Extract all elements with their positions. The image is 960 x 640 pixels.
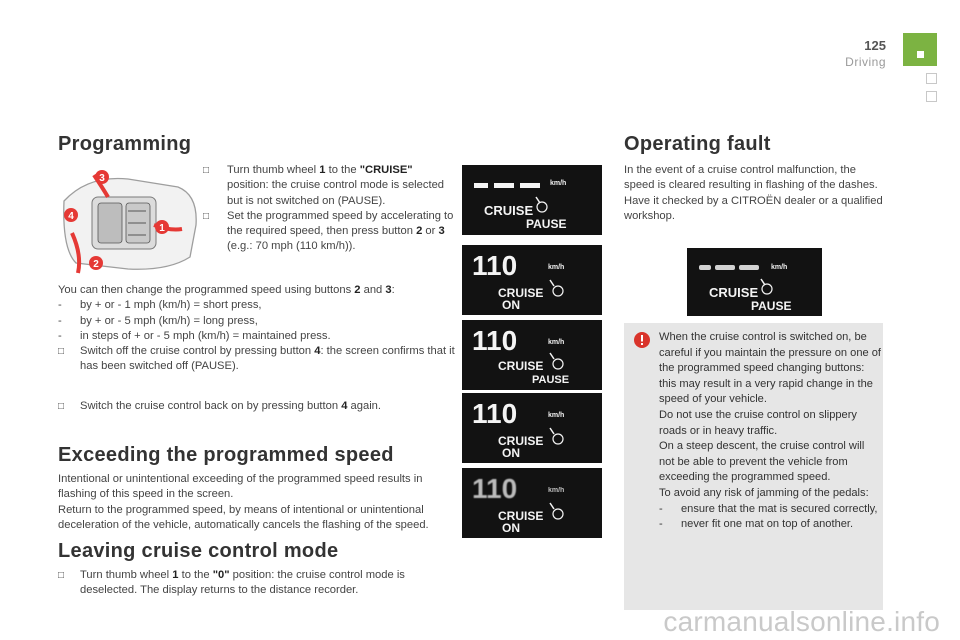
list-item: - in steps of + or - 5 mph (km/h) = maintained press. (58, 329, 331, 342)
bullet-icon: □ (203, 165, 210, 176)
programming-title: Programming (58, 133, 192, 155)
speedometer-icon (537, 202, 547, 212)
warning-paragraph: To avoid any risk of jamming of the pedals: (659, 486, 869, 499)
unit-label: km/h (548, 339, 565, 346)
bullet-icon: □ (58, 570, 65, 581)
speed-readout: 110 (472, 250, 518, 281)
speedometer-icon (553, 359, 563, 369)
on-label: ON (502, 521, 520, 535)
cruise-label: CRUISE (498, 434, 544, 448)
step-deselect: □ Turn thumb wheel 1 to the "0" position: the cruise control mode is deselected. The display returns to the distance recorder. (58, 569, 405, 597)
leaving-text (58, 568, 456, 599)
leaving-title: Leaving cruise control mode (58, 540, 339, 562)
pause-label: PAUSE (526, 217, 567, 231)
warning-paragraph: On a steep descent, the cruise control will not be able to prevent the vehicle from exceeding the programmed speed. (659, 440, 865, 484)
warning-text (659, 330, 881, 533)
pause-label: PAUSE (532, 374, 570, 386)
step-set-speed: □ Set the programmed speed by accelerating to the required speed, then press button 2 or 3 (e.g.: 70 mph (110 km/h)). (203, 209, 454, 253)
warning-icon (634, 332, 650, 348)
on-label: ON (502, 446, 520, 460)
on-label: ON (502, 298, 520, 312)
warning-note (624, 323, 883, 610)
tab-box-empty (926, 73, 937, 84)
display-dashes-pause (462, 165, 602, 235)
list-item: - by + or - 5 mph (km/h) = long press, (58, 314, 258, 327)
list-item: - by + or - 1 mph (km/h) = short press, (58, 299, 262, 312)
section-tab (903, 33, 937, 66)
speed-readout: 110 (472, 325, 518, 356)
unit-label: km/h (548, 264, 565, 271)
display-110-pause (462, 320, 602, 390)
unit-label: km/h (548, 487, 565, 494)
display-110-flashing (462, 468, 602, 538)
cruise-label: CRUISE (498, 509, 544, 523)
diagram-label: 1 (159, 223, 165, 234)
display-fault-dashes (687, 248, 822, 316)
watermark: carmanualsonline.info (663, 606, 940, 637)
exceeding-paragraph: Intentional or unintentional exceeding of the programmed speed results in flashing of this speed in the screen. (58, 473, 423, 501)
speed-readout: 110 (472, 398, 518, 429)
bullet-icon: □ (58, 346, 65, 358)
speedometer-icon (762, 284, 772, 294)
programming-steps (203, 163, 455, 255)
display-110-on (462, 245, 602, 315)
tab-marker (917, 51, 924, 58)
list-item: - never fit one mat on top of another. (659, 518, 854, 531)
change-speed-intro: You can then change the programmed speed using buttons 2 and 3: (58, 284, 395, 296)
cruise-label: CRUISE (709, 285, 759, 300)
cruise-label: CRUISE (498, 286, 544, 300)
pause-label: PAUSE (751, 299, 792, 313)
step-switch-off: □ Switch off the cruise control by pressing button 4: the screen confirms that it has been switched off (PAUSE). (58, 345, 455, 373)
steering-control-diagram (58, 165, 200, 277)
change-speed-block (58, 283, 456, 375)
cruise-label: CRUISE (498, 359, 544, 373)
step-switch-on: □ Switch the cruise control back on by pressing button 4 again. (58, 399, 456, 414)
warning-paragraph: Do not use the cruise control on slippery roads or in heavy traffic. (659, 408, 857, 437)
bullet-icon: □ (203, 210, 210, 222)
unit-label: km/h (550, 180, 567, 187)
speedometer-icon (553, 509, 563, 519)
speedometer-icon (553, 434, 563, 444)
speedometer-icon (553, 286, 563, 296)
section-name: Driving (845, 55, 886, 69)
diagram-label: 4 (68, 211, 74, 222)
list-item: - ensure that the mat is secured correctly, (659, 502, 878, 515)
bullet-icon: □ (58, 401, 65, 412)
diagram-label: 2 (93, 259, 99, 270)
step-select: □ Turn thumb wheel 1 to the "CRUISE" position: the cruise control mode is selected but is not switched on (PAUSE). (203, 164, 445, 207)
warning-paragraph: When the cruise control is switched on, be careful if you maintain the pressure on one of the programmed speed changing buttons: this may result in a very rapid change in the speed of your vehicle. (659, 331, 882, 406)
diagram-label: 3 (99, 173, 105, 184)
fault-title: Operating fault (624, 133, 771, 155)
unit-label: km/h (771, 264, 788, 271)
exceeding-text (58, 472, 458, 533)
tab-box-empty (926, 91, 937, 102)
display-110-on (462, 393, 602, 463)
exceeding-title: Exceeding the programmed speed (58, 444, 394, 466)
fault-text: In the event of a cruise control malfunction, the speed is cleared resulting in flashing of the dashes. Have it checked by a CITROËN dealer or a qualified workshop. (624, 164, 883, 222)
page-number: 125 (864, 38, 886, 53)
cruise-label: CRUISE (484, 203, 534, 218)
speed-readout-flashing: 110 (472, 473, 518, 504)
exceeding-paragraph: Return to the programmed speed, by means of intentional or unintentional deceleration of the vehicle, automatically cancels the flashing of the speed. (58, 503, 429, 531)
unit-label: km/h (548, 412, 565, 419)
step-switch-on-block (58, 399, 456, 414)
